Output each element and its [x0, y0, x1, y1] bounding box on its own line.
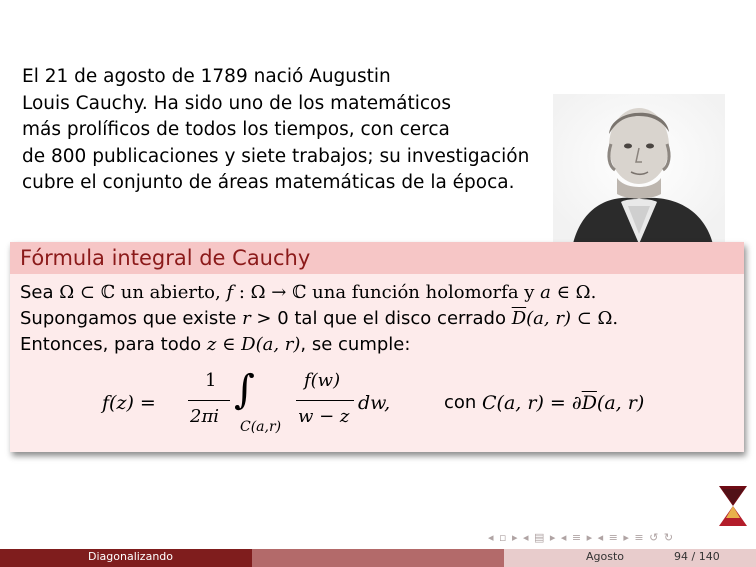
footer-bar — [0, 549, 756, 567]
intro-line: más prolíficos de todos los tiempos, con cerca — [22, 119, 450, 140]
differential: dw, — [358, 392, 391, 414]
page-number: 94 / 140 — [674, 550, 720, 563]
theorem-block — [10, 242, 744, 452]
fraction-numerator: 1 — [205, 370, 217, 391]
integral-contour: C(a,r) — [240, 419, 282, 435]
beamer-navigation[interactable] — [488, 531, 674, 544]
block-body — [10, 274, 744, 444]
integrand-bar — [296, 400, 354, 401]
fraction-denominator: 2πi — [190, 406, 220, 427]
integral-sign: ∫ — [234, 367, 255, 413]
footer-left: Diagonalizando — [0, 549, 252, 567]
theorem-line-3: Entonces, para todo z ∈ D(a, r), se cumple: — [20, 334, 411, 355]
cauchy-portrait — [553, 94, 725, 244]
fraction-bar — [188, 400, 230, 401]
theorem-line-2: Supongamos que existe r > 0 tal que el disco cerrado $\overline{D}(a$, r) ⊂ Ω. — [20, 308, 619, 329]
integrand-numerator: f(w) — [304, 370, 341, 391]
intro-line: Louis Cauchy. Ha sido uno de los matemáticos — [22, 92, 451, 114]
formula-con: con — [444, 392, 477, 413]
footer-right — [504, 549, 756, 567]
theorem-line-1: Sea Ω ⊂ ℂ un abierto, f : Ω → ℂ una función holomorfa y a ∈ Ω. — [20, 282, 597, 303]
footer-center — [252, 549, 504, 567]
navigation-symbols[interactable]: ◂ ▫ ▸ ◂ ▤ ▸ ◂ ≡ ▸ ◂ ≡ ▸ ≡ ↺ ↻ — [488, 531, 675, 544]
intro-paragraph — [22, 64, 542, 197]
formula-lhs: f(z) = — [102, 392, 156, 414]
university-logo — [716, 484, 750, 528]
intro-line: cubre el conjunto de áreas matemáticas de la época. — [22, 172, 515, 193]
block-title: Fórmula integral de Cauchy — [10, 242, 744, 274]
intro-line: de 800 publicaciones y siete trabajos; su investigación — [22, 145, 530, 167]
footer-date: Agosto — [586, 550, 625, 563]
intro-line: El 21 de agosto de 1789 nació Augustin — [22, 66, 391, 87]
cauchy-formula — [20, 366, 734, 444]
integrand-denominator: w − z — [298, 406, 350, 427]
formula-rhs: C(a, $r) = \partial\overline{D}(a$, r) — [482, 392, 645, 414]
